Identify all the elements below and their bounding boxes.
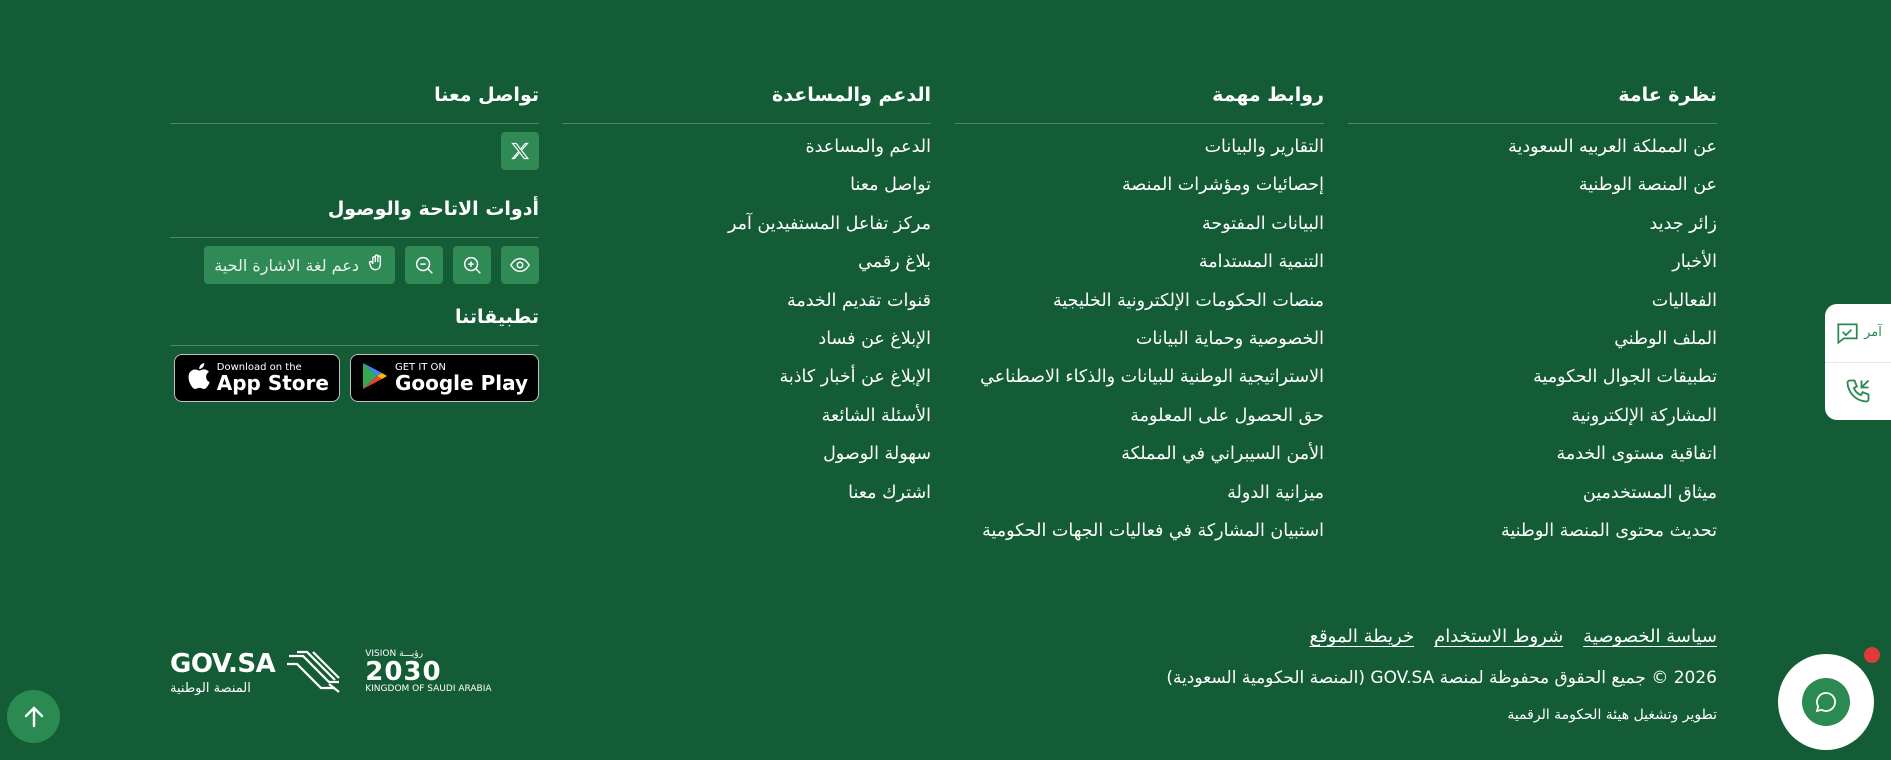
footer-link[interactable]: الاستراتيجية الوطنية للبيانات والذكاء الاصطناعي [980, 367, 1324, 388]
footer-link[interactable]: مركز تفاعل المستفيدين آمر [727, 213, 931, 234]
zoom-in-icon[interactable] [453, 246, 491, 284]
footer-columns [170, 80, 1717, 550]
footer-link[interactable]: الملف الوطني [1614, 328, 1717, 349]
zoom-out-icon[interactable] [405, 246, 443, 284]
google-play-label: Google Play [394, 371, 528, 395]
google-play-button[interactable] [350, 354, 539, 402]
govsa-subtitle: المنصة الوطنية [170, 680, 251, 696]
govsa-mark-icon [283, 648, 347, 696]
amer-button[interactable] [1825, 304, 1891, 363]
footer-link[interactable]: عن المملكة العربيه السعودية [1508, 137, 1717, 157]
divider [170, 123, 539, 124]
footer-link[interactable]: تواصل معنا [850, 175, 931, 196]
govsa-wordmark: GOV.SA [170, 648, 276, 679]
footer-link[interactable]: الدعم والمساعدة [805, 137, 931, 157]
important-links-list [955, 132, 1324, 554]
footer-link[interactable]: ميزانية الدولة [1227, 482, 1324, 503]
terms-link[interactable]: شروط الاستخدام [1434, 626, 1564, 647]
accessibility-title: أدوات الاتاحة والوصول [327, 198, 539, 220]
footer-link[interactable]: الأخبار [1672, 252, 1717, 273]
google-play-icon [361, 361, 389, 395]
footer-link[interactable]: الأمن السيبراني في المملكة [1121, 444, 1324, 465]
divider [1348, 123, 1717, 124]
overview-list [1348, 132, 1717, 554]
app-store-button[interactable] [174, 354, 340, 402]
sitemap-link[interactable]: خريطة الموقع [1309, 626, 1415, 647]
footer-link[interactable]: الخصوصية وحماية البيانات [1135, 328, 1324, 349]
footer-link[interactable]: ميثاق المستخدمين [1582, 482, 1717, 503]
google-play-small: GET IT ON [394, 362, 446, 373]
support-title: الدعم والمساعدة [772, 84, 931, 106]
footer-link[interactable]: التنمية المستدامة [1198, 252, 1324, 273]
sign-language-label: دعم لغة الاشارة الحية [214, 255, 359, 275]
footer-link[interactable]: الإبلاغ عن أخبار كاذبة [779, 367, 931, 388]
social-links [170, 132, 539, 194]
apps-title: تطبيقاتنا [455, 306, 539, 328]
phone-icon [1844, 377, 1872, 405]
app-store-badges [170, 354, 539, 406]
copyright-text: 2026 © جميع الحقوق محفوظة لمنصة GOV.SA (المنصة الحكومية السعودية) [1166, 668, 1717, 688]
footer-link[interactable]: بلاغ رقمي [858, 252, 931, 273]
footer-link[interactable]: زائر جديد [1649, 213, 1717, 234]
footer-link[interactable]: استبيان المشاركة في فعاليات الجهات الحكومية [982, 520, 1324, 541]
footer-link[interactable]: إحصائيات ومؤشرات المنصة [1122, 175, 1324, 196]
phone-button[interactable] [1825, 363, 1891, 421]
govsa-logo [170, 648, 347, 696]
legal-links [1309, 626, 1717, 647]
sign-language-button[interactable] [204, 246, 395, 284]
arrow-up-icon [23, 705, 45, 729]
accessibility-tools [170, 246, 539, 302]
footer-logos [170, 648, 492, 696]
divider [170, 345, 539, 346]
x-twitter-icon[interactable] [501, 132, 539, 170]
important-links-column [955, 80, 1324, 554]
footer-link[interactable]: حق الحصول على المعلومة [1130, 405, 1324, 426]
footer-link[interactable]: اشترك معنا [848, 482, 931, 503]
notification-dot [1864, 647, 1880, 663]
apple-icon [185, 361, 211, 395]
footer-link[interactable]: منصات الحكومات الإلكترونية الخليجية [1053, 290, 1324, 311]
overview-title: نظرة عامة [1618, 84, 1717, 106]
footer-link[interactable]: تطبيقات الجوال الحكومية [1533, 367, 1717, 388]
footer-link[interactable]: البيانات المفتوحة [1201, 213, 1324, 234]
footer-link[interactable]: قنوات تقديم الخدمة [786, 290, 931, 311]
footer-link[interactable]: المشاركة الإلكترونية [1571, 405, 1717, 426]
important-links-title: روابط مهمة [1212, 84, 1324, 106]
footer-link[interactable]: التقارير والبيانات [1204, 137, 1324, 157]
chat-bubble-icon [1802, 678, 1850, 726]
contact-title: تواصل معنا [434, 84, 539, 106]
overview-column [1348, 80, 1717, 554]
chat-check-icon [1834, 320, 1860, 346]
footer-link[interactable]: تحديث محتوى المنصة الوطنية [1500, 520, 1717, 541]
footer-link[interactable]: عن المنصة الوطنية [1578, 175, 1717, 196]
footer-link[interactable]: اتفاقية مستوى الخدمة [1556, 444, 1717, 465]
scroll-to-top-button[interactable] [7, 690, 60, 743]
footer-link[interactable]: الأسئلة الشائعة [821, 405, 931, 426]
app-store-small: Download on the [216, 362, 302, 373]
vision-2030-logo [365, 650, 491, 694]
divider [562, 123, 931, 124]
vision-year: 2030 [365, 657, 442, 687]
chat-button[interactable] [1778, 654, 1874, 750]
vision-top: VISION رؤيـــة [365, 649, 424, 659]
side-widget [1825, 304, 1891, 420]
vision-sub: KINGDOM OF SAUDI ARABIA [365, 684, 492, 694]
privacy-link[interactable]: سياسة الخصوصية [1583, 626, 1717, 647]
developer-text: تطوير وتشغيل هيئة الحكومة الرقمية [1507, 707, 1717, 723]
footer-link[interactable]: الفعاليات [1651, 290, 1717, 311]
footer-link[interactable]: الإبلاغ عن فساد [818, 328, 931, 349]
hand-icon [367, 253, 387, 277]
support-list [562, 132, 931, 516]
contact-column [170, 80, 539, 406]
divider [170, 237, 539, 238]
amer-label: آمر [1864, 325, 1882, 341]
divider [955, 123, 1324, 124]
support-column [562, 80, 931, 516]
footer-link[interactable]: سهولة الوصول [823, 444, 931, 465]
eye-icon[interactable] [501, 246, 539, 284]
app-store-label: App Store [216, 371, 329, 395]
